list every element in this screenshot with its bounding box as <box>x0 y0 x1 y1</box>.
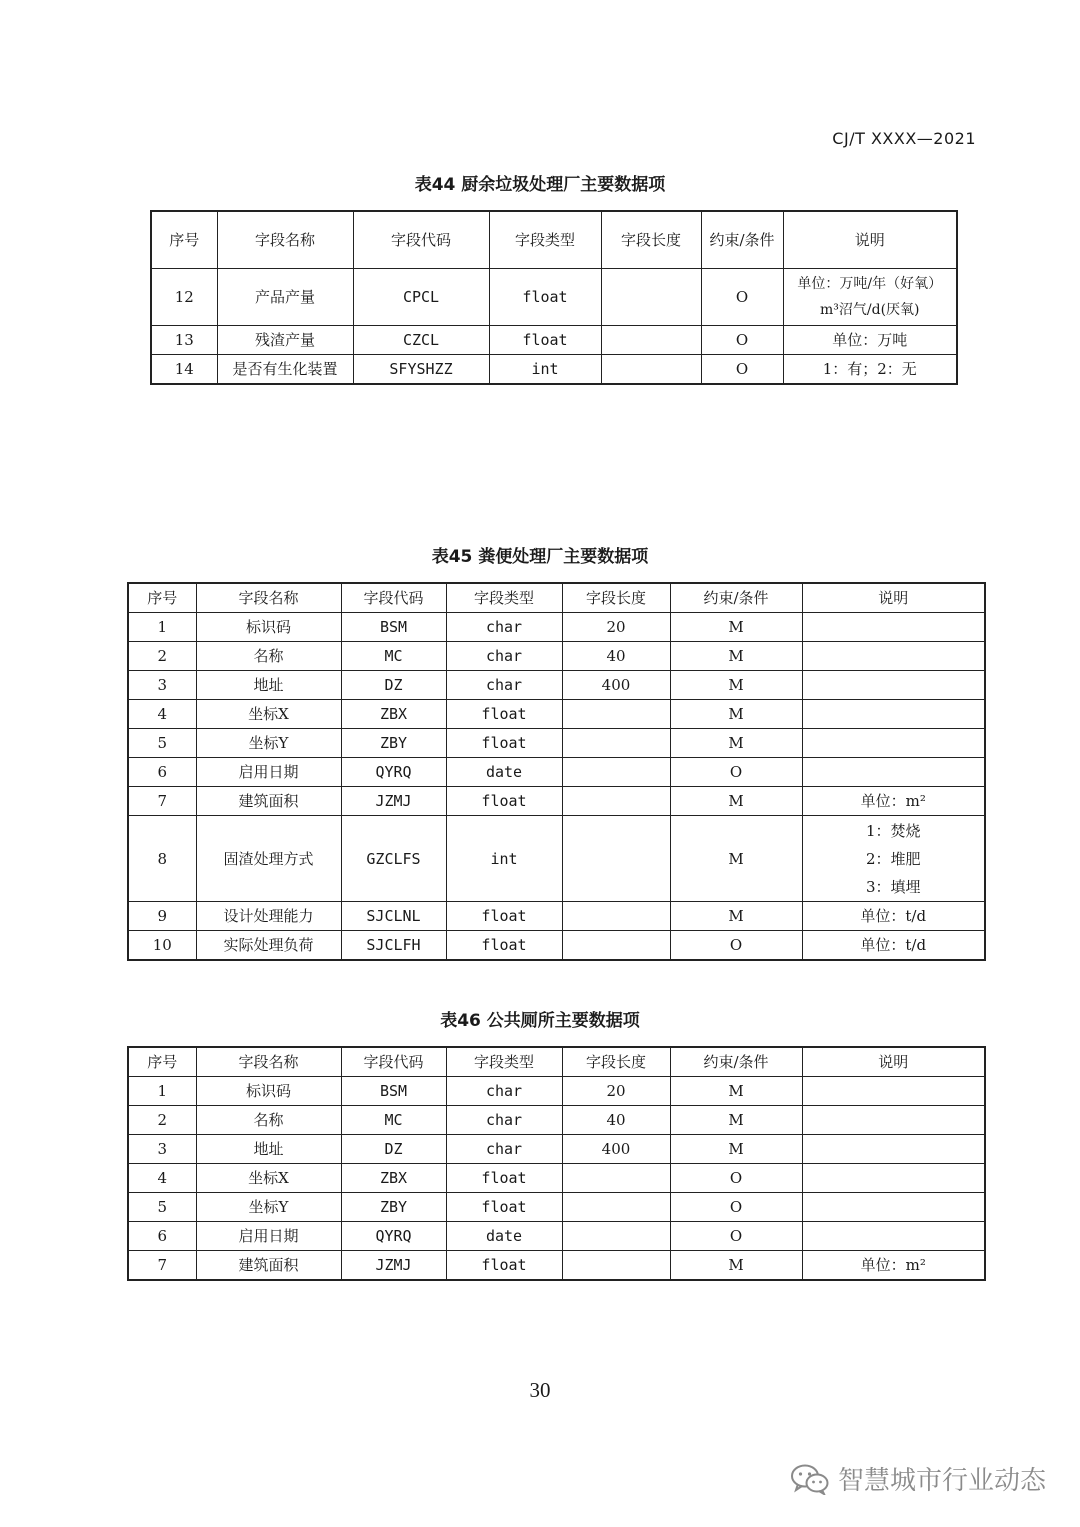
cell-name: 固渣处理方式 <box>196 816 341 902</box>
cell-constraint: M <box>670 902 802 931</box>
cell-name: 名称 <box>196 1106 341 1135</box>
table45-caption: 表45 粪便处理厂主要数据项 <box>431 547 649 567</box>
cell-constraint: O <box>670 1222 802 1251</box>
table-row <box>128 1193 985 1222</box>
cell-note <box>802 700 985 729</box>
cell-constraint: O <box>701 354 783 384</box>
col-header-note: 说明 <box>783 211 957 268</box>
cell-note <box>802 613 985 642</box>
table-row <box>128 1077 985 1106</box>
cell-constraint: O <box>670 1164 802 1193</box>
cell-code: ZBY <box>341 1193 446 1222</box>
cell-name: 坐标Y <box>196 729 341 758</box>
cell-note <box>802 816 985 902</box>
table44 <box>150 210 958 385</box>
cell-length <box>562 902 670 931</box>
cell-note <box>802 642 985 671</box>
cell-note: 单位：m² <box>802 787 985 816</box>
table-row <box>128 902 985 931</box>
cell-code: JZMJ <box>341 787 446 816</box>
cell-type: char <box>446 1077 562 1106</box>
col-header-type: 字段类型 <box>489 211 601 268</box>
watermark-text: 智慧城市行业动态 <box>837 1466 1046 1496</box>
table-row <box>128 816 985 902</box>
cell-name: 建筑面积 <box>196 787 341 816</box>
page-number: 30 <box>529 1378 551 1402</box>
cell-type: int <box>489 354 601 384</box>
note-line: 3：填埋 <box>865 877 921 896</box>
cell-name: 设计处理能力 <box>196 902 341 931</box>
cell-code: ZBX <box>341 1164 446 1193</box>
col-header-length: 字段长度 <box>562 1047 670 1077</box>
table46-caption: 表46 公共厕所主要数据项 <box>440 1011 640 1031</box>
cell-code: DZ <box>341 671 446 700</box>
cell-length <box>562 1164 670 1193</box>
cell-name: 实际处理负荷 <box>196 931 341 961</box>
table-row <box>128 758 985 787</box>
col-header-no: 序号 <box>128 1047 196 1077</box>
cell-code: MC <box>341 642 446 671</box>
cell-code: ZBX <box>341 700 446 729</box>
col-header-constraint: 约束/条件 <box>701 211 783 268</box>
table-row <box>151 325 957 354</box>
cell-no: 5 <box>128 1193 196 1222</box>
col-header-name: 字段名称 <box>217 211 353 268</box>
cell-type: char <box>446 642 562 671</box>
table-row <box>128 613 985 642</box>
cell-type: float <box>446 729 562 758</box>
cell-no: 14 <box>151 354 217 384</box>
cell-length: 20 <box>562 613 670 642</box>
cell-type: char <box>446 1135 562 1164</box>
col-header-note: 说明 <box>802 1047 985 1077</box>
table44-header-row <box>151 211 957 268</box>
col-header-no: 序号 <box>151 211 217 268</box>
cell-constraint: M <box>670 1135 802 1164</box>
col-header-constraint: 约束/条件 <box>670 1047 802 1077</box>
cell-length <box>562 1193 670 1222</box>
cell-type: float <box>446 1193 562 1222</box>
table-row <box>128 642 985 671</box>
cell-code: ZBY <box>341 729 446 758</box>
cell-name: 产品产量 <box>217 268 353 325</box>
cell-length <box>562 931 670 961</box>
cell-no: 2 <box>128 1106 196 1135</box>
cell-note: 1：有；2：无 <box>783 354 957 384</box>
cell-constraint: O <box>701 268 783 325</box>
cell-length <box>562 1222 670 1251</box>
cell-no: 7 <box>128 1251 196 1281</box>
cell-no: 5 <box>128 729 196 758</box>
cell-type: date <box>446 758 562 787</box>
cell-name: 建筑面积 <box>196 1251 341 1281</box>
cell-name: 启用日期 <box>196 758 341 787</box>
cell-length: 40 <box>562 1106 670 1135</box>
cell-type: float <box>489 268 601 325</box>
table-row <box>128 729 985 758</box>
cell-type: float <box>446 700 562 729</box>
cell-type: float <box>446 902 562 931</box>
col-header-length: 字段长度 <box>562 583 670 613</box>
cell-no: 12 <box>151 268 217 325</box>
cell-no: 9 <box>128 902 196 931</box>
cell-type: date <box>446 1222 562 1251</box>
table-row <box>128 1164 985 1193</box>
cell-type: int <box>446 816 562 902</box>
cell-type: float <box>446 1251 562 1281</box>
cell-type: float <box>489 325 601 354</box>
cell-constraint: M <box>670 729 802 758</box>
cell-no: 10 <box>128 931 196 961</box>
cell-constraint: M <box>670 1077 802 1106</box>
cell-type: float <box>446 1164 562 1193</box>
cell-constraint: M <box>670 671 802 700</box>
note-line: 1：焚烧 <box>865 821 921 840</box>
cell-note: 单位：万吨 <box>783 325 957 354</box>
note-line: 2：堆肥 <box>865 849 921 868</box>
cell-constraint: M <box>670 613 802 642</box>
cell-no: 3 <box>128 671 196 700</box>
cell-code: BSM <box>341 613 446 642</box>
cell-length <box>562 700 670 729</box>
cell-constraint: O <box>670 758 802 787</box>
col-header-code: 字段代码 <box>353 211 489 268</box>
note-line: 单位：万吨/年（好氧） <box>797 275 943 292</box>
cell-constraint: M <box>670 1106 802 1135</box>
cell-name: 是否有生化装置 <box>217 354 353 384</box>
cell-name: 坐标Y <box>196 1193 341 1222</box>
cell-name: 地址 <box>196 671 341 700</box>
cell-no: 13 <box>151 325 217 354</box>
cell-length: 400 <box>562 671 670 700</box>
standard-code: CJ/T XXXX—2021 <box>832 129 976 148</box>
cell-no: 4 <box>128 700 196 729</box>
cell-length: 20 <box>562 1077 670 1106</box>
cell-note <box>802 1222 985 1251</box>
cell-no: 1 <box>128 1077 196 1106</box>
table-row <box>128 931 985 961</box>
col-header-code: 字段代码 <box>341 1047 446 1077</box>
cell-note <box>802 1106 985 1135</box>
cell-no: 6 <box>128 758 196 787</box>
cell-note <box>802 1135 985 1164</box>
cell-code: SFYSHZZ <box>353 354 489 384</box>
cell-constraint: M <box>670 642 802 671</box>
cell-length: 400 <box>562 1135 670 1164</box>
cell-no: 7 <box>128 787 196 816</box>
cell-code: SJCLNL <box>341 902 446 931</box>
cell-code: CZCL <box>353 325 489 354</box>
col-header-code: 字段代码 <box>341 583 446 613</box>
cell-code: JZMJ <box>341 1251 446 1281</box>
cell-code: QYRQ <box>341 1222 446 1251</box>
cell-length <box>601 268 701 325</box>
cell-code: GZCLFS <box>341 816 446 902</box>
cell-length <box>601 354 701 384</box>
cell-note <box>802 758 985 787</box>
cell-length <box>562 787 670 816</box>
cell-note <box>802 671 985 700</box>
table46 <box>127 1046 986 1281</box>
cell-type: char <box>446 671 562 700</box>
cell-name: 残渣产量 <box>217 325 353 354</box>
cell-constraint: M <box>670 700 802 729</box>
note-line: m³沼气/d(厌氧) <box>820 301 920 318</box>
wechat-icon <box>790 1463 830 1495</box>
cell-name: 标识码 <box>196 613 341 642</box>
cell-length <box>562 729 670 758</box>
table-row <box>151 268 957 325</box>
table-row <box>128 700 985 729</box>
cell-note <box>783 268 957 325</box>
watermark <box>790 1460 1046 1497</box>
cell-no: 1 <box>128 613 196 642</box>
cell-name: 启用日期 <box>196 1222 341 1251</box>
cell-code: BSM <box>341 1077 446 1106</box>
cell-constraint: O <box>670 1193 802 1222</box>
table46-header-row <box>128 1047 985 1077</box>
cell-no: 3 <box>128 1135 196 1164</box>
cell-type: char <box>446 1106 562 1135</box>
cell-length: 40 <box>562 642 670 671</box>
cell-type: float <box>446 931 562 961</box>
table-row <box>128 787 985 816</box>
col-header-type: 字段类型 <box>446 583 562 613</box>
table-row <box>128 1106 985 1135</box>
cell-name: 地址 <box>196 1135 341 1164</box>
cell-no: 8 <box>128 816 196 902</box>
col-header-name: 字段名称 <box>196 583 341 613</box>
cell-note <box>802 1077 985 1106</box>
cell-note: 单位：m² <box>802 1251 985 1281</box>
col-header-name: 字段名称 <box>196 1047 341 1077</box>
col-header-note: 说明 <box>802 583 985 613</box>
table-row <box>128 671 985 700</box>
col-header-constraint: 约束/条件 <box>670 583 802 613</box>
cell-name: 坐标X <box>196 1164 341 1193</box>
cell-constraint: M <box>670 1251 802 1281</box>
cell-length <box>562 1251 670 1281</box>
cell-type: float <box>446 787 562 816</box>
cell-constraint: M <box>670 816 802 902</box>
cell-code: DZ <box>341 1135 446 1164</box>
cell-no: 2 <box>128 642 196 671</box>
table-row <box>128 1251 985 1281</box>
cell-length <box>562 816 670 902</box>
col-header-length: 字段长度 <box>601 211 701 268</box>
cell-name: 名称 <box>196 642 341 671</box>
table44-caption: 表44 厨余垃圾处理厂主要数据项 <box>414 175 666 195</box>
col-header-type: 字段类型 <box>446 1047 562 1077</box>
cell-name: 标识码 <box>196 1077 341 1106</box>
cell-length <box>562 758 670 787</box>
cell-code: QYRQ <box>341 758 446 787</box>
cell-code: MC <box>341 1106 446 1135</box>
cell-no: 6 <box>128 1222 196 1251</box>
cell-no: 4 <box>128 1164 196 1193</box>
cell-constraint: M <box>670 787 802 816</box>
cell-note <box>802 1193 985 1222</box>
cell-code: SJCLFH <box>341 931 446 961</box>
cell-constraint: O <box>701 325 783 354</box>
table-row <box>128 1222 985 1251</box>
col-header-no: 序号 <box>128 583 196 613</box>
table45 <box>127 582 986 961</box>
table45-header-row <box>128 583 985 613</box>
cell-note: 单位：t/d <box>802 931 985 961</box>
cell-type: char <box>446 613 562 642</box>
cell-code: CPCL <box>353 268 489 325</box>
table-row <box>128 1135 985 1164</box>
cell-note: 单位：t/d <box>802 902 985 931</box>
cell-note <box>802 729 985 758</box>
cell-note <box>802 1164 985 1193</box>
cell-length <box>601 325 701 354</box>
cell-name: 坐标X <box>196 700 341 729</box>
cell-constraint: O <box>670 931 802 961</box>
table-row <box>151 354 957 384</box>
